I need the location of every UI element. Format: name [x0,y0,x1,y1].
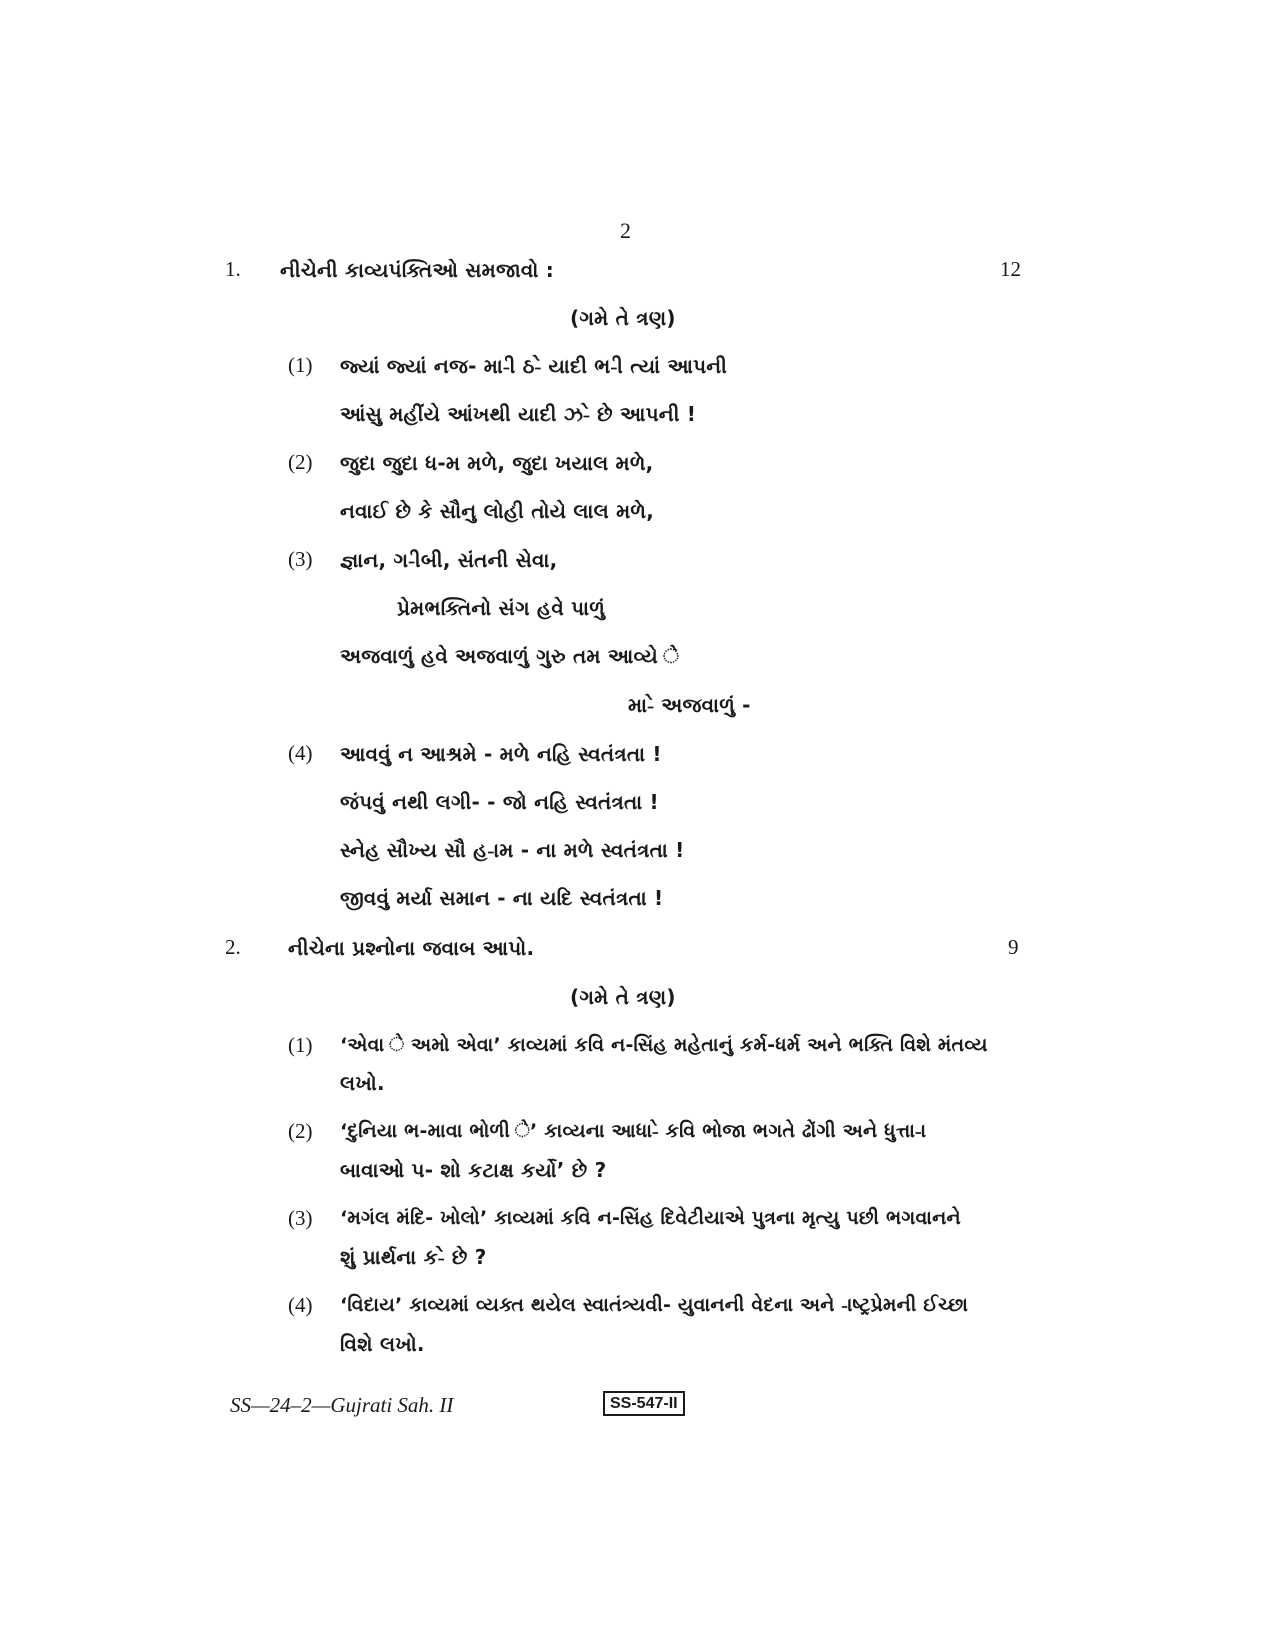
question-2-number: 2. [225,935,241,959]
q2-item-1-line-2: લખો. [340,1071,385,1095]
q1-item-4-line-1: આવવું ન આશ્રમે - મળે નહિ સ્વતંત્રતા ! [340,742,662,766]
q1-item-2-line-2: નવાઈ છે કે સૌનુ લોહી તોયે લાલ મળે, [340,499,655,523]
q2-item-2-line-1: ‘દુનિયા ભ-માવા ભોળી ે’ કાવ્યના આધા-ે કવિ ભોજા ભગતે ઢોંગી અને ધુત્તા-ા [340,1120,927,1142]
q1-item-3-line-3: અજવાળું હવે અજવાળું ગુરુ તમ આવ્યે ે [340,644,680,668]
q1-item-4-line-3: સ્નેહ સૌખ્ય સૌ હ-ામ - ના મળે સ્વતંત્રતા ! [340,838,685,862]
q2-item-2-number: (2) [288,1119,313,1143]
page-number: 2 [620,218,631,243]
q1-item-4-line-2: જંપવું નથી લગી- - જો નહિ સ્વતંત્રતા ! [340,790,659,814]
footer-booklet-code: SS-547-II [603,1391,685,1416]
q1-item-1-line-2: આંસુ મહીંયે આંખથી યાદી ઝ-ે છે આપની ! [340,402,697,426]
q2-item-2-line-2: બાવાઓ પ- શો કટાક્ષ કર્યો’ છે ? [340,1158,607,1182]
q1-item-2-number: (2) [288,450,313,474]
question-2-instruction: (ગમે તે ત્રણ) [570,985,676,1009]
question-1-instruction: (ગમે તે ત્રણ) [570,306,676,330]
q1-item-4-line-4: જીવવું મર્યા સમાન - ના યદિ સ્વતંત્રતા ! [340,886,664,910]
q2-item-3-line-1: ‘મગંલ મંદિ- ખોલો’ કાવ્યમાં કવિ ન-સિંહ દિવેટીયાએ પુત્રના મૃત્યુ પછી ભગવાનને [340,1207,961,1229]
q1-item-4-number: (4) [288,741,313,765]
question-2-title: નીચેના પ્રશ્નોના જવાબ આપો. [288,936,535,960]
footer-paper-code: SS—24–2—Gujrati Sah. II [230,1393,454,1417]
q2-item-3-line-2: શું પ્રાર્થના ક-ે છે ? [340,1245,487,1269]
q2-item-1-number: (1) [288,1033,313,1057]
q2-item-4-line-2: વિશે લખો. [340,1332,425,1356]
question-1-number: 1. [225,257,241,281]
q2-item-4-line-1: ‘વિદાય’ કાવ્યમાં વ્યક્ત થયેલ સ્વાતંત્ર્યવી- યુવાનની વેદના અને -ાષ્ટ્રપ્રેમની ઈચ્છા [340,1294,969,1316]
question-1-marks: 12 [1000,257,1021,281]
q2-item-1-line-1: ‘એવા ે અમો એવા’ કાવ્યમાં કવિ ન-સિંહ મહેતાનું કર્મ-ધર્મ અને ભક્તિ વિશે મંતવ્ય [340,1034,988,1056]
q1-item-3-line-4: મા-ે અજવાળું - [628,693,751,717]
q2-item-3-number: (3) [288,1206,313,1230]
q1-item-2-line-1: જુદા જુદા ધ-મ મળે, જુદા ખયાલ મળે, [340,451,654,475]
question-1-title: નીચેની કાવ્યપંક્તિઓ સમજાવો : [280,258,554,282]
question-2-marks: 9 [1008,935,1019,959]
q1-item-3-line-1: જ્ઞાન, ગ-ીબી, સંતની સેવા, [340,548,558,572]
q2-item-4-number: (4) [288,1293,313,1317]
q1-item-1-number: (1) [288,353,313,377]
q1-item-1-line-1: જ્યાં જ્યાં નજ- મા-ી ઠ-ે યાદી ભ-ી ત્યાં આપની [340,354,728,378]
q1-item-3-number: (3) [288,547,313,571]
q1-item-3-line-2: પ્રેમભક્તિનો સંગ હવે પાળું [397,596,606,620]
